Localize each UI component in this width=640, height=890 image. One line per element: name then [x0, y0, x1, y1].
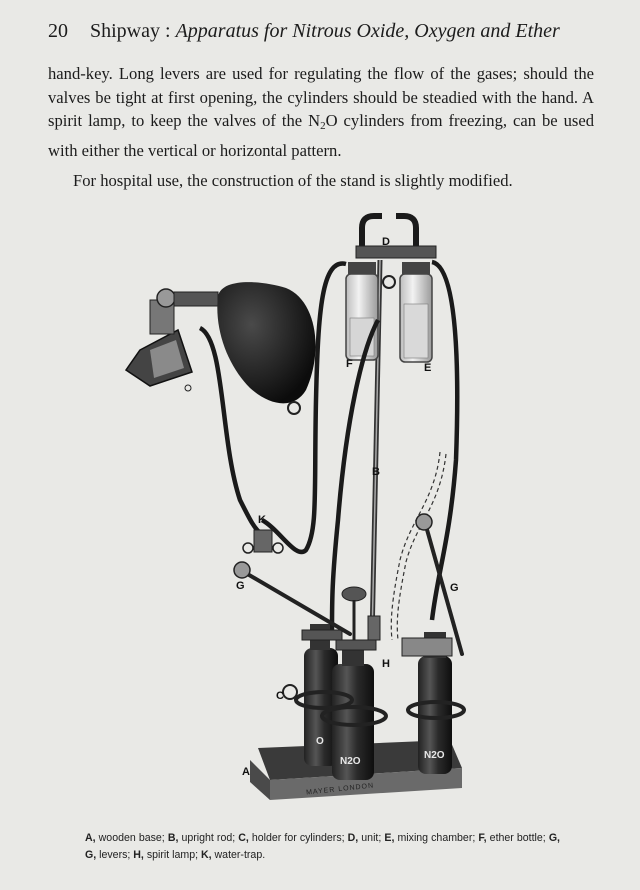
body-paragraph-1	[48, 62, 594, 162]
caption-key-c: C,	[238, 832, 249, 844]
label-d: D	[382, 236, 390, 248]
formula-subscript: 2	[320, 120, 326, 132]
caption-key-e: E,	[384, 832, 395, 844]
caption-key-a: A,	[85, 832, 96, 844]
breathing-bag	[217, 282, 315, 414]
label-g-left: G	[236, 580, 245, 592]
caption-text-h: spirit lamp;	[143, 849, 201, 861]
author-name: Shipway :	[90, 20, 171, 42]
label-f: F	[346, 358, 353, 370]
caption-text-e: mixing chamber;	[394, 832, 479, 844]
apparatus-figure	[110, 200, 580, 820]
maker-mark: MAYER LONDON	[305, 782, 375, 797]
chapter-title: Apparatus for Nitrous Oxide, Oxygen and Ether	[175, 20, 560, 42]
caption-key-f: F,	[478, 832, 487, 844]
label-k: K	[258, 514, 266, 526]
label-b: B	[372, 466, 380, 478]
caption-key-k: K,	[200, 849, 212, 861]
caption-key-d: D,	[347, 832, 359, 844]
label-h: H	[382, 658, 390, 670]
ether-bottle	[346, 262, 378, 360]
caption-text-g: levers;	[96, 849, 134, 861]
caption-key-h: H,	[133, 849, 144, 861]
face-mask	[126, 289, 218, 391]
page-number: 20	[48, 20, 68, 42]
cylinder-label-o: O	[316, 736, 324, 747]
caption-text-b: upright rod;	[178, 832, 239, 844]
apparatus-illustration	[110, 200, 580, 820]
body-paragraph-2: For hospital use, the construction of the stand is slightly modified.	[73, 171, 513, 190]
paragraph-text: hand-key. Long levers are used for regulating the flow of the gases; should the valves be tight at first opening, the cylinders should be steadied with the hand. A spirit lamp, to keep the valves of the	[48, 64, 594, 130]
caption-text-d: unit;	[358, 832, 385, 844]
caption-text-k: water-trap.	[211, 849, 266, 861]
spirit-lamp	[368, 616, 380, 640]
label-e: E	[424, 362, 432, 374]
mixing-chamber	[400, 262, 432, 362]
caption-key-b: B,	[167, 832, 179, 844]
label-c: C	[276, 690, 284, 702]
cylinder-label-n2o-right: N2O	[424, 750, 445, 761]
dashed-tube	[391, 452, 446, 640]
running-head	[48, 20, 596, 46]
running-title	[90, 20, 560, 43]
formula-n: N	[308, 111, 321, 130]
paragraph-text-continued: O cylinders from freezing, can be used with either the vertical or horizontal pattern.	[48, 111, 595, 160]
figure-caption	[85, 830, 560, 864]
caption-text-a: wooden base;	[95, 832, 168, 844]
caption-text-f: ether bottle;	[486, 832, 549, 844]
caption-key-g: G, G,	[85, 832, 560, 861]
label-a: A	[242, 766, 250, 778]
label-g-right: G	[450, 582, 459, 594]
cylinder-label-n2o-middle: N2O	[340, 756, 361, 767]
caption-text-c: holder for cylinders;	[248, 832, 348, 844]
